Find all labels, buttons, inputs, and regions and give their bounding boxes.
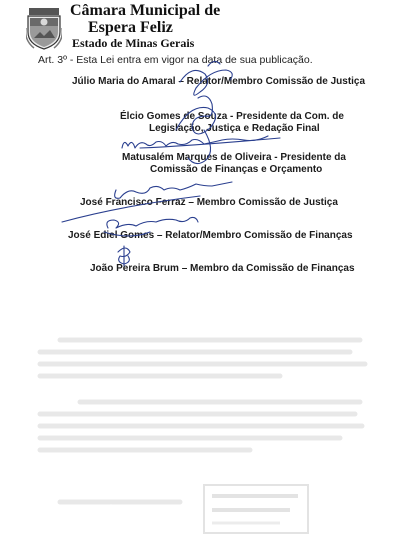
signatory-souza-line1: Élcio Gomes de Souza - Presidente da Com. de — [120, 111, 344, 122]
chamber-title: Câmara Municipal de — [70, 2, 221, 19]
signature-gomes — [107, 218, 198, 229]
city-name: Espera Feliz — [88, 19, 173, 36]
signatory-oliveira-line2: Comissão de Finanças e Orçamento — [150, 164, 323, 175]
article-text: Art. 3º - Esta Lei entra em vigor na data de sua publicação. — [38, 54, 313, 66]
signatory-oliveira-line1: Matusalém Marques de Oliveira - Presidente da — [122, 152, 346, 163]
signature-oliveira — [122, 136, 268, 148]
signatory-gomes: José Ediel Gomes – Relator/Membro Comissão de Finanças — [68, 230, 353, 241]
signatory-brum: João Pereira Brum – Membro da Comissão de Finanças — [90, 263, 355, 274]
signatory-ferraz: José Francisco Ferraz – Membro Comissão de Justiça — [80, 197, 338, 208]
state-name: Estado de Minas Gerais — [72, 36, 195, 50]
signatory-souza-line2: Legislação, Justiça e Redação Final — [149, 123, 320, 134]
reverse-side-bleed — [0, 280, 400, 549]
coat-of-arms-icon — [26, 8, 62, 50]
signatory-amaral: Júlio Maria do Amaral – Relator/Membro Comissão de Justiça — [72, 76, 366, 87]
